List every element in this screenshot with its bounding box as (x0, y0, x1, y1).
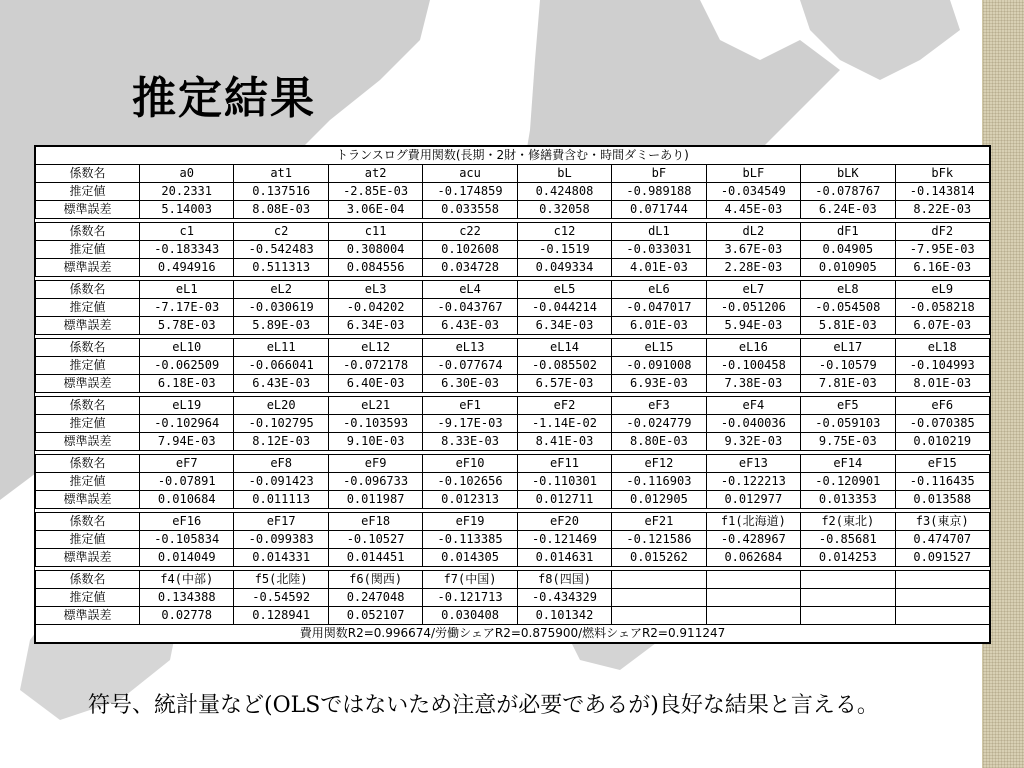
table-cell: eL8 (801, 281, 895, 299)
table-cell: eF13 (706, 455, 800, 473)
table-cell: 0.033558 (423, 201, 517, 219)
table-cell: f5(北陸) (234, 571, 328, 589)
table-cell: eF4 (706, 397, 800, 415)
table-cell: eF1 (423, 397, 517, 415)
table-cell: 0.014451 (328, 549, 422, 567)
table-cell: eF14 (801, 455, 895, 473)
row-label: 推定値 (36, 589, 140, 607)
table-cell: -0.113385 (423, 531, 517, 549)
stderr-row (36, 375, 990, 393)
table-cell: 6.16E-03 (895, 259, 990, 277)
table-cell: c1 (140, 223, 234, 241)
table-cell: c22 (423, 223, 517, 241)
table-caption: トランスログ費用関数(長期・2財・修繕費含む・時間ダミーあり) (36, 147, 990, 165)
table-cell: -0.044214 (517, 299, 611, 317)
table-cell: eF18 (328, 513, 422, 531)
table-cell: 4.45E-03 (706, 201, 800, 219)
stderr-row (36, 259, 990, 277)
row-label: 標準誤差 (36, 317, 140, 335)
table-cell: -0.542483 (234, 241, 328, 259)
table-cell: -0.54592 (234, 589, 328, 607)
row-label: 標準誤差 (36, 607, 140, 625)
table-cell: -0.85681 (801, 531, 895, 549)
table-cell: -0.070385 (895, 415, 990, 433)
table-cell: 0.014253 (801, 549, 895, 567)
table-cell: 8.41E-03 (517, 433, 611, 451)
table-cell: acu (423, 165, 517, 183)
table-cell: -0.062509 (140, 357, 234, 375)
table-cell: 6.30E-03 (423, 375, 517, 393)
table-cell: -0.989188 (612, 183, 706, 201)
table-cell: 8.08E-03 (234, 201, 328, 219)
table-cell: f1(北海道) (706, 513, 800, 531)
table-cell: dL1 (612, 223, 706, 241)
table-cell: 8.01E-03 (895, 375, 990, 393)
row-label: 係数名 (36, 397, 140, 415)
table-cell (895, 571, 990, 589)
table-cell: eF17 (234, 513, 328, 531)
table-caption-row (36, 147, 990, 165)
table-cell: 0.014049 (140, 549, 234, 567)
stderr-row (36, 433, 990, 451)
table-cell: 0.091527 (895, 549, 990, 567)
table-cell: eF8 (234, 455, 328, 473)
table-cell: 0.308004 (328, 241, 422, 259)
coef-name-row (36, 397, 990, 415)
table-cell: 6.43E-03 (423, 317, 517, 335)
table-cell: eL4 (423, 281, 517, 299)
table-cell (895, 607, 990, 625)
table-cell: eL17 (801, 339, 895, 357)
row-label: 推定値 (36, 531, 140, 549)
table-cell: 0.32058 (517, 201, 611, 219)
row-label: 推定値 (36, 415, 140, 433)
table-cell: c12 (517, 223, 611, 241)
table-cell: eF21 (612, 513, 706, 531)
table-cell: -9.17E-03 (423, 415, 517, 433)
table-cell: -0.043767 (423, 299, 517, 317)
table-cell: 0.014305 (423, 549, 517, 567)
table-cell: -0.072178 (328, 357, 422, 375)
table-cell: 6.24E-03 (801, 201, 895, 219)
table-cell: eL20 (234, 397, 328, 415)
slide-footnote: 符号、統計量など(OLSではないため注意が必要であるが)良好な結果と言える。 (88, 693, 879, 718)
table-cell: 9.10E-03 (328, 433, 422, 451)
table-cell (895, 589, 990, 607)
table-cell: 0.137516 (234, 183, 328, 201)
table-cell: 3.67E-03 (706, 241, 800, 259)
table-cell: eF9 (328, 455, 422, 473)
table-cell: 5.94E-03 (706, 317, 800, 335)
table-cell: dF1 (801, 223, 895, 241)
table-cell: eL13 (423, 339, 517, 357)
row-label: 推定値 (36, 241, 140, 259)
table-cell: -7.17E-03 (140, 299, 234, 317)
table-cell: -0.091423 (234, 473, 328, 491)
table-cell (801, 589, 895, 607)
table-cell: 0.011987 (328, 491, 422, 509)
table-cell: 0.030408 (423, 607, 517, 625)
table-cell: bLK (801, 165, 895, 183)
table-cell: 5.78E-03 (140, 317, 234, 335)
table-cell (706, 571, 800, 589)
stderr-row (36, 607, 990, 625)
table-cell: -1.14E-02 (517, 415, 611, 433)
table-cell: -0.078767 (801, 183, 895, 201)
row-label: 係数名 (36, 223, 140, 241)
table-cell: -0.116435 (895, 473, 990, 491)
table-cell: 4.01E-03 (612, 259, 706, 277)
table-cell: dF2 (895, 223, 990, 241)
table-cell: f6(関西) (328, 571, 422, 589)
table-cell: 6.01E-03 (612, 317, 706, 335)
coef-name-row (36, 455, 990, 473)
table-cell: -0.034549 (706, 183, 800, 201)
table-cell: -0.105834 (140, 531, 234, 549)
table-cell: 0.013588 (895, 491, 990, 509)
table-cell: -7.95E-03 (895, 241, 990, 259)
estimate-row (36, 415, 990, 433)
table-cell: eL6 (612, 281, 706, 299)
coef-name-row (36, 571, 990, 589)
table-cell: 8.80E-03 (612, 433, 706, 451)
coef-name-row (36, 281, 990, 299)
row-label: 推定値 (36, 473, 140, 491)
table-cell: eL7 (706, 281, 800, 299)
table-cell: eF12 (612, 455, 706, 473)
table-cell: 0.034728 (423, 259, 517, 277)
table-cell: 0.102608 (423, 241, 517, 259)
coef-name-row (36, 223, 990, 241)
estimate-row (36, 299, 990, 317)
table-footer-row (36, 625, 990, 643)
table-cell: eF2 (517, 397, 611, 415)
table-cell: 0.084556 (328, 259, 422, 277)
estimate-row (36, 241, 990, 259)
table-footer: 費用関数R2=0.996674/労働シェアR2=0.875900/燃料シェアR2=0.911247 (36, 625, 990, 643)
table-cell: 6.43E-03 (234, 375, 328, 393)
table-cell: 0.049334 (517, 259, 611, 277)
table-cell: 0.012977 (706, 491, 800, 509)
table-cell: 6.34E-03 (328, 317, 422, 335)
table-cell: 0.128941 (234, 607, 328, 625)
table-cell: -0.040036 (706, 415, 800, 433)
estimate-row (36, 183, 990, 201)
table-cell: 0.424808 (517, 183, 611, 201)
table-cell: -0.091008 (612, 357, 706, 375)
table-cell: -0.174859 (423, 183, 517, 201)
table-cell: -0.183343 (140, 241, 234, 259)
table-cell: 0.494916 (140, 259, 234, 277)
table-cell: eL12 (328, 339, 422, 357)
table-cell: -0.102795 (234, 415, 328, 433)
table-cell: 7.38E-03 (706, 375, 800, 393)
table-cell: f4(中部) (140, 571, 234, 589)
table-cell: at2 (328, 165, 422, 183)
table-cell: 0.071744 (612, 201, 706, 219)
table-cell: 0.015262 (612, 549, 706, 567)
table-cell: -0.110301 (517, 473, 611, 491)
table-cell: dL2 (706, 223, 800, 241)
table-cell: -0.047017 (612, 299, 706, 317)
table-cell: eL14 (517, 339, 611, 357)
table-cell: 5.14003 (140, 201, 234, 219)
table-cell: -0.10579 (801, 357, 895, 375)
table-cell: eL19 (140, 397, 234, 415)
table-cell: eF16 (140, 513, 234, 531)
table-cell: 0.511313 (234, 259, 328, 277)
table-cell: 0.010684 (140, 491, 234, 509)
estimate-row (36, 589, 990, 607)
table-cell: 0.012313 (423, 491, 517, 509)
table-cell: eL2 (234, 281, 328, 299)
table-cell (706, 607, 800, 625)
table-cell: 0.101342 (517, 607, 611, 625)
table-cell: 0.012905 (612, 491, 706, 509)
table-cell: -0.100458 (706, 357, 800, 375)
coef-name-row (36, 513, 990, 531)
table-cell: 6.93E-03 (612, 375, 706, 393)
table-cell: 0.04905 (801, 241, 895, 259)
table-cell: eF5 (801, 397, 895, 415)
table-cell: 8.22E-03 (895, 201, 990, 219)
table-cell: -0.033031 (612, 241, 706, 259)
table-cell: eL15 (612, 339, 706, 357)
row-label: 標準誤差 (36, 375, 140, 393)
table-cell: -0.024779 (612, 415, 706, 433)
table-cell: 6.40E-03 (328, 375, 422, 393)
table-cell: eF6 (895, 397, 990, 415)
table-cell (612, 571, 706, 589)
table-cell: -0.030619 (234, 299, 328, 317)
row-label: 係数名 (36, 513, 140, 531)
table-cell: eF11 (517, 455, 611, 473)
table-cell: eL3 (328, 281, 422, 299)
table-cell: 6.07E-03 (895, 317, 990, 335)
table-cell: 9.75E-03 (801, 433, 895, 451)
table-cell: eF3 (612, 397, 706, 415)
table-cell: -0.099383 (234, 531, 328, 549)
table-cell: -0.077674 (423, 357, 517, 375)
table-cell: eL5 (517, 281, 611, 299)
table-cell: -0.066041 (234, 357, 328, 375)
table-cell: f3(東京) (895, 513, 990, 531)
table-cell: -0.07891 (140, 473, 234, 491)
table-cell: eL10 (140, 339, 234, 357)
table-cell: c11 (328, 223, 422, 241)
row-label: 標準誤差 (36, 491, 140, 509)
table-cell (801, 571, 895, 589)
row-label: 標準誤差 (36, 549, 140, 567)
table-cell: -0.10527 (328, 531, 422, 549)
row-label: 係数名 (36, 281, 140, 299)
table-cell: a0 (140, 165, 234, 183)
table-cell: -0.104993 (895, 357, 990, 375)
table-cell: 20.2331 (140, 183, 234, 201)
stderr-row (36, 549, 990, 567)
stderr-row (36, 491, 990, 509)
table-cell: -0.121586 (612, 531, 706, 549)
table-cell: 2.28E-03 (706, 259, 800, 277)
table-cell: eL16 (706, 339, 800, 357)
table-cell: -0.102656 (423, 473, 517, 491)
row-label: 標準誤差 (36, 201, 140, 219)
table-cell: 0.013353 (801, 491, 895, 509)
table-cell: eF19 (423, 513, 517, 531)
row-label: 推定値 (36, 357, 140, 375)
table-cell: -0.058218 (895, 299, 990, 317)
table-cell: -0.054508 (801, 299, 895, 317)
table-cell: eL21 (328, 397, 422, 415)
table-cell: -0.04202 (328, 299, 422, 317)
table-cell: eF20 (517, 513, 611, 531)
table-cell: f2(東北) (801, 513, 895, 531)
table-cell (801, 607, 895, 625)
table-cell: 6.18E-03 (140, 375, 234, 393)
stderr-row (36, 201, 990, 219)
table-cell: -0.120901 (801, 473, 895, 491)
table-cell: 5.81E-03 (801, 317, 895, 335)
row-label: 推定値 (36, 299, 140, 317)
table-cell: eL9 (895, 281, 990, 299)
slide-title: 推定結果 (132, 73, 316, 124)
table-cell: eF7 (140, 455, 234, 473)
table-cell: 0.247048 (328, 589, 422, 607)
table-cell: eL18 (895, 339, 990, 357)
table-cell: eF10 (423, 455, 517, 473)
table-cell: -0.096733 (328, 473, 422, 491)
estimate-row (36, 357, 990, 375)
table-cell: -0.121713 (423, 589, 517, 607)
table-cell: 0.02778 (140, 607, 234, 625)
table-cell: 7.94E-03 (140, 433, 234, 451)
table-cell: -0.102964 (140, 415, 234, 433)
stderr-row (36, 317, 990, 335)
table-cell: -0.122213 (706, 473, 800, 491)
table-cell: bF (612, 165, 706, 183)
table-cell: eL1 (140, 281, 234, 299)
table-cell: 0.014331 (234, 549, 328, 567)
table-cell: 7.81E-03 (801, 375, 895, 393)
table-cell: -0.085502 (517, 357, 611, 375)
table-cell: -0.143814 (895, 183, 990, 201)
table-cell: 0.134388 (140, 589, 234, 607)
table-cell: -0.059103 (801, 415, 895, 433)
table-cell: 5.89E-03 (234, 317, 328, 335)
table-cell: -2.85E-03 (328, 183, 422, 201)
row-label: 係数名 (36, 455, 140, 473)
table-cell: f8(四国) (517, 571, 611, 589)
table-cell: bFk (895, 165, 990, 183)
table-cell: -0.051206 (706, 299, 800, 317)
results-table-container (34, 145, 991, 644)
table-cell: 0.012711 (517, 491, 611, 509)
table-cell: -0.1519 (517, 241, 611, 259)
table-cell: -0.121469 (517, 531, 611, 549)
coef-name-row (36, 165, 990, 183)
results-table (35, 146, 990, 643)
table-cell (612, 589, 706, 607)
table-cell: 0.011113 (234, 491, 328, 509)
table-cell: 0.062684 (706, 549, 800, 567)
table-cell: 0.010905 (801, 259, 895, 277)
row-label: 推定値 (36, 183, 140, 201)
table-cell: 9.32E-03 (706, 433, 800, 451)
table-cell: 3.06E-04 (328, 201, 422, 219)
table-cell: eL11 (234, 339, 328, 357)
row-label: 係数名 (36, 165, 140, 183)
table-cell: -0.434329 (517, 589, 611, 607)
table-cell: 6.57E-03 (517, 375, 611, 393)
row-label: 標準誤差 (36, 259, 140, 277)
row-label: 係数名 (36, 339, 140, 357)
row-label: 標準誤差 (36, 433, 140, 451)
table-cell: f7(中国) (423, 571, 517, 589)
table-cell: -0.103593 (328, 415, 422, 433)
row-label: 係数名 (36, 571, 140, 589)
table-cell: 0.052107 (328, 607, 422, 625)
coef-name-row (36, 339, 990, 357)
table-cell: 6.34E-03 (517, 317, 611, 335)
table-cell: 0.014631 (517, 549, 611, 567)
table-cell: eF15 (895, 455, 990, 473)
table-cell (706, 589, 800, 607)
table-cell: bLF (706, 165, 800, 183)
table-cell: -0.428967 (706, 531, 800, 549)
estimate-row (36, 531, 990, 549)
table-cell: 8.12E-03 (234, 433, 328, 451)
table-cell: bL (517, 165, 611, 183)
table-cell: at1 (234, 165, 328, 183)
table-cell (612, 607, 706, 625)
estimate-row (36, 473, 990, 491)
table-cell: 8.33E-03 (423, 433, 517, 451)
table-cell: c2 (234, 223, 328, 241)
table-cell: -0.116903 (612, 473, 706, 491)
table-cell: 0.010219 (895, 433, 990, 451)
table-cell: 0.474707 (895, 531, 990, 549)
